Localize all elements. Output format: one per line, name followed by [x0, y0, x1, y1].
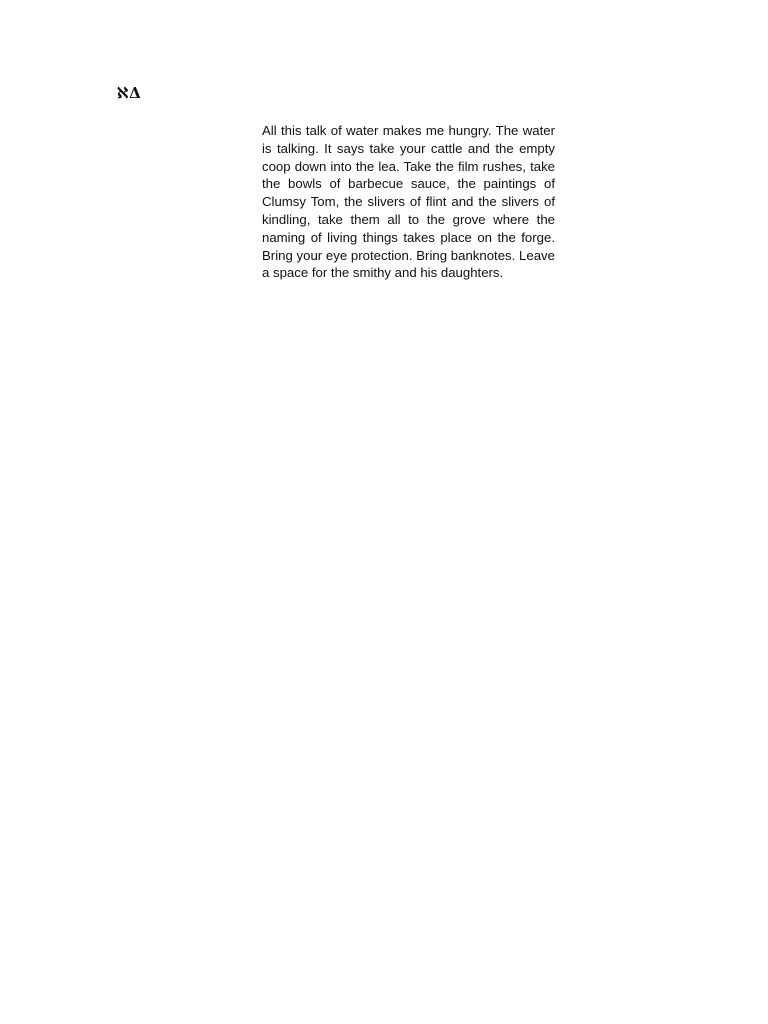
page-marker: ℵΔ	[117, 84, 142, 102]
body-paragraph: All this talk of water makes me hungry. The water is talking. It says take your cattle and the empty coop down into the lea. Take the film rushes, take the bowls of barbecue sauce, the paintings of Clumsy Tom, the slivers of flint and the slivers of kindling, take them all to the grove where the naming of living things takes place on the forge. Bring your eye protection. Bring banknotes. Leave a space for the smithy and his daughters.	[262, 123, 555, 281]
